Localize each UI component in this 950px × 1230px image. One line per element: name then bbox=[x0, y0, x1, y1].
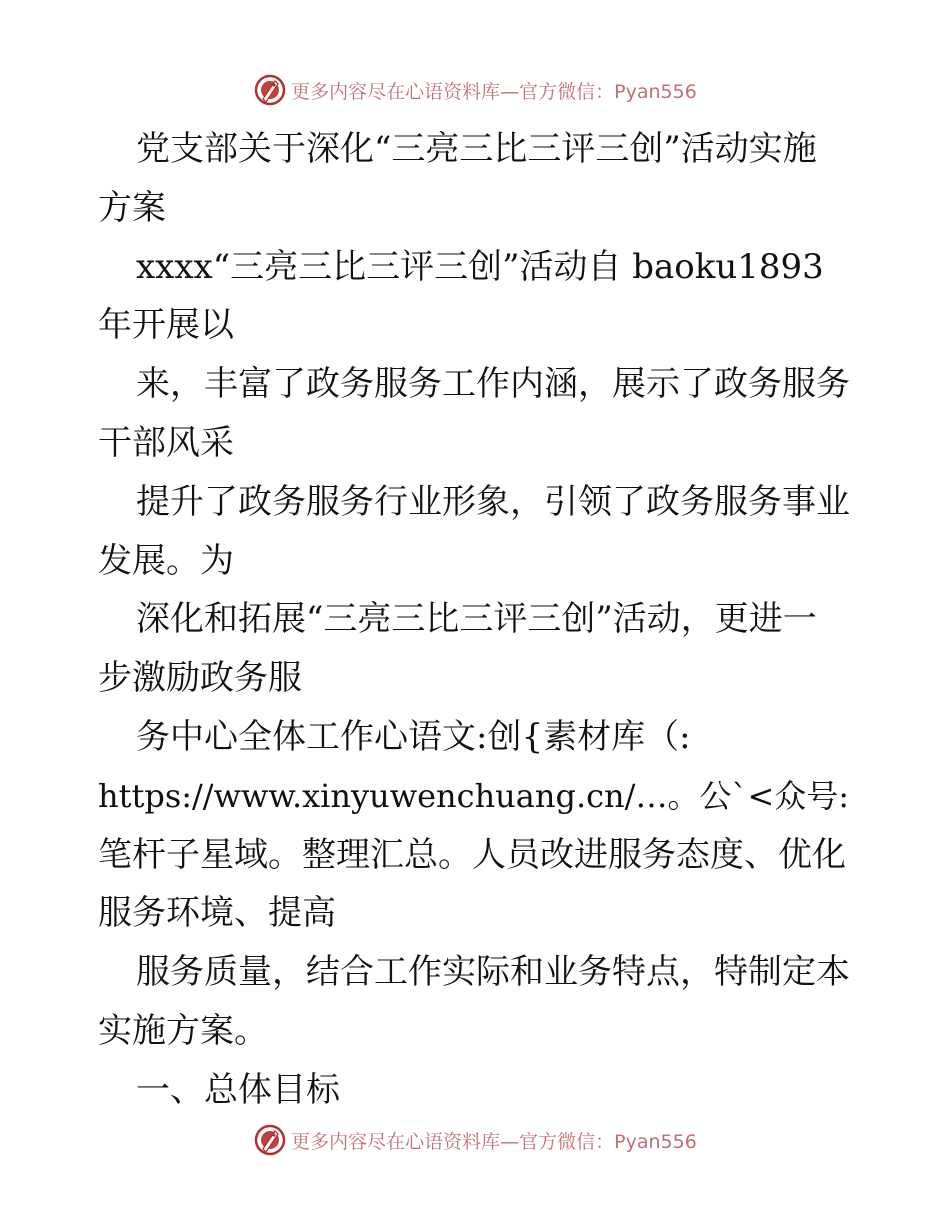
document-line: 干部风采 bbox=[98, 422, 234, 463]
document-line: https://www.xinyuwenchuang.cn/…。公`<众号: bbox=[98, 776, 850, 815]
fountain-pen-seal-icon bbox=[253, 1123, 287, 1157]
document-body bbox=[98, 120, 858, 1120]
document-line: 年开展以 bbox=[98, 305, 234, 346]
document-line: 服务质量，结合工作实际和业务特点，特制定本 bbox=[136, 952, 850, 993]
section-heading: 一、总体目标 bbox=[136, 1069, 340, 1110]
fountain-pen-seal-icon bbox=[253, 73, 287, 107]
header-banner-text: 更多内容尽在心语资料库—官方微信：Pyan556 bbox=[291, 80, 697, 103]
document-line: 步激励政务服 bbox=[98, 658, 302, 699]
header-banner bbox=[0, 70, 950, 110]
document-line: 笔杆子星域。整理汇总。人员改进服务态度、优化 bbox=[98, 834, 846, 875]
document-line: 来，丰富了政务服务工作内涵，展示了政务服务 bbox=[136, 364, 850, 405]
document-line: 服务环境、提高 bbox=[98, 893, 336, 934]
footer-banner bbox=[0, 1120, 950, 1160]
document-line: 深化和拓展“三亮三比三评三创”活动，更进一 bbox=[136, 599, 817, 640]
document-line: 实施方案。 bbox=[98, 1010, 268, 1051]
document-line: 党支部关于深化“三亮三比三评三创”活动实施 bbox=[136, 129, 817, 169]
document-line: 发展。为 bbox=[98, 540, 234, 581]
document-line: 方案 bbox=[98, 187, 166, 228]
document-line: 务中心全体工作心语文:创{素材库（: bbox=[136, 716, 691, 757]
document-line: xxxx“三亮三比三评三创”活动自 baoku1893 bbox=[136, 246, 824, 287]
document-line: 提升了政务服务行业形象，引领了政务服务事业 bbox=[136, 481, 850, 522]
footer-banner-text: 更多内容尽在心语资料库—官方微信：Pyan556 bbox=[291, 1130, 697, 1153]
